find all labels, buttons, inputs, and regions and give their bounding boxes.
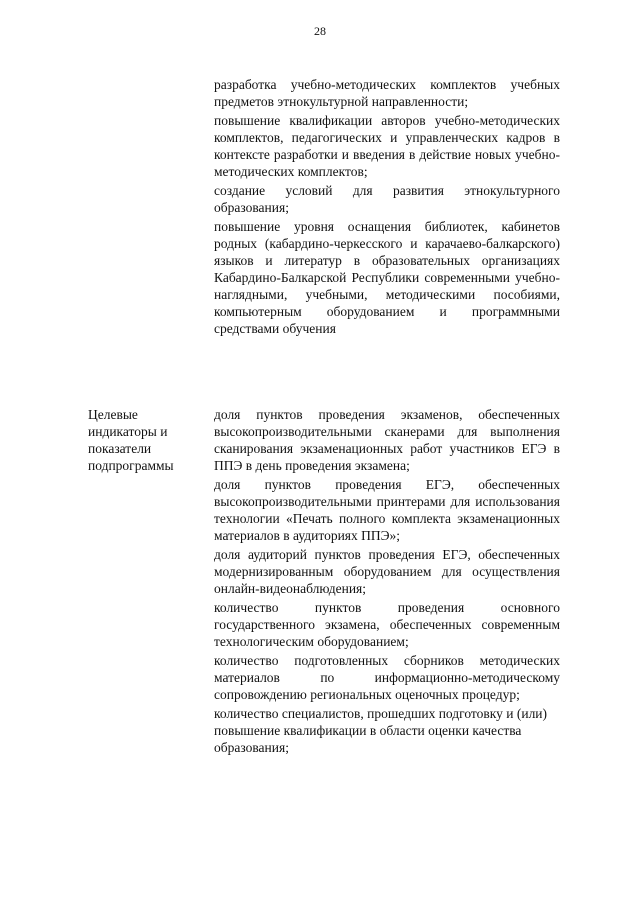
indicator-item: количество пунктов проведения основного государственного экзамена, обеспеченных современным технологическим оборудованием; bbox=[214, 600, 560, 649]
indicator-item: количество подготовленных сборников методических материалов по информационно-методическому сопровождению региональных оценочных процедур; bbox=[214, 653, 560, 702]
measure-item: разработка учебно-методических комплектов учебных предметов этнокультурной направленности; bbox=[214, 77, 560, 109]
indicators-list bbox=[214, 406, 560, 758]
indicator-item: доля пунктов проведения экзаменов, обеспеченных высокопроизводительными сканерами для выполнения сканирования экзаменационных работ участников ЕГЭ в ППЭ в день проведения экзамена; bbox=[214, 407, 560, 473]
measure-item: повышение уровня оснащения библиотек, кабинетов родных (кабардино-черкесского и карачаево-балкарского) языков и литератур в образовательных организациях Кабардино-Балкарской Республики современными учебно-наглядными, учебными, методическими пособиями, компьютерным оборудованием и программными средствами обучения bbox=[214, 219, 560, 336]
measures-list bbox=[214, 76, 560, 339]
indicators-label: Целевые индикаторы и показатели подпрограммы bbox=[88, 407, 174, 473]
indicator-item: количество специалистов, прошедших подготовку и (или) повышение квалификации в области оценки качества образования; bbox=[214, 706, 548, 755]
indicator-item: доля аудиторий пунктов проведения ЕГЭ, обеспеченных модернизированным оборудованием для осуществления онлайн-видеонаблюдения; bbox=[214, 547, 560, 596]
indicator-item: доля пунктов проведения ЕГЭ, обеспеченных высокопроизводительными принтерами для использования технологии «Печать полного комплекта экзаменационных материалов в аудиториях ППЭ»; bbox=[214, 477, 560, 543]
measure-item: повышение квалификации авторов учебно-методических комплектов, педагогических и управленческих кадров в контексте разработки и введения в действие новых учебно-методических комплектов; bbox=[214, 113, 560, 179]
page-number: 28 bbox=[314, 24, 326, 38]
measure-item: создание условий для развития этнокультурного образования; bbox=[214, 183, 560, 215]
